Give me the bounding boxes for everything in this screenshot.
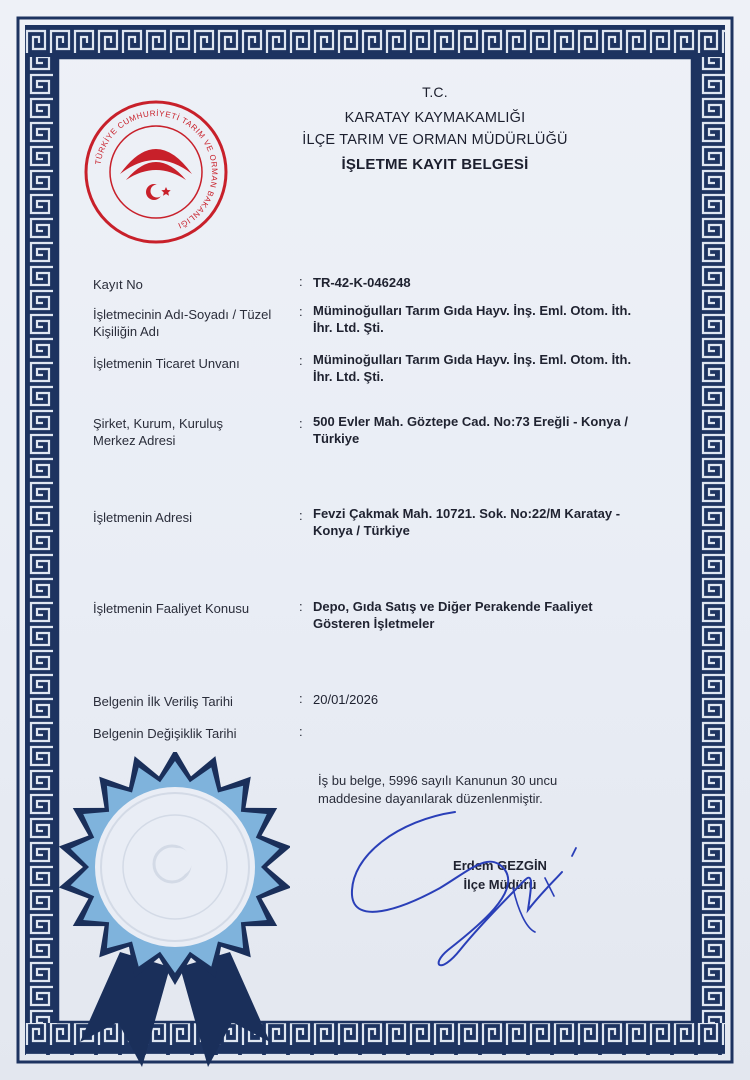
document-title: İŞLETME KAYIT BELGESİ xyxy=(341,156,529,173)
legal-note: İş bu belge, 5996 sayılı Kanunun 30 uncu maddesine dayanılarak düzenlenmiştir. xyxy=(318,773,558,806)
field-value-kayit-no: TR-42-K-046248 xyxy=(313,275,411,290)
field-label-isletme-adresi: İşletmenin Adresi xyxy=(93,510,192,525)
field-colon: : xyxy=(299,599,303,614)
header-kaymakamlik: KARATAY KAYMAKAMLIĞI xyxy=(344,110,526,126)
field-colon: : xyxy=(299,353,303,368)
field-label-kayit-no: Kayıt No xyxy=(93,277,143,292)
emblem-ring-text: TÜRKİYE CUMHURİYETİ TARIM VE ORMAN BAKANLIĞI xyxy=(93,108,220,231)
field-colon: : xyxy=(299,416,303,431)
field-label-degisiklik-tarihi: Belgenin Değişiklik Tarihi xyxy=(93,726,237,741)
field-colon: : xyxy=(299,304,303,319)
field-label-merkez-adresi: Şirket, Kurum, Kuruluş Merkez Adresi xyxy=(93,416,224,448)
header-tc: T.C. xyxy=(422,84,448,100)
field-colon: : xyxy=(299,691,303,706)
field-label-ilk-verilis-tarihi: Belgenin İlk Veriliş Tarihi xyxy=(93,694,233,709)
signatory-name: Erdem GEZGİN xyxy=(453,858,547,873)
field-label-faaliyet-konusu: İşletmenin Faaliyet Konusu xyxy=(93,601,250,616)
field-value-ticaret-unvani: Müminoğulları Tarım Gıda Hayv. İnş. Eml. Otom. İth. İhr. Ltd. Şti. xyxy=(313,352,632,384)
header-mudurluk: İLÇE TARIM VE ORMAN MÜDÜRLÜĞÜ xyxy=(302,132,568,148)
field-value-faaliyet-konusu: Depo, Gıda Satış ve Diğer Perakende Faaliyet Gösteren İşletmeler xyxy=(313,599,593,631)
field-value-isletmeci-adi: Müminoğulları Tarım Gıda Hayv. İnş. Eml. Otom. İth. İhr. Ltd. Şti. xyxy=(313,303,632,335)
field-label-isletmeci-adi: İşletmecinin Adı-Soyadı / Tüzel Kişiliğin Adı xyxy=(93,307,272,339)
field-colon: : xyxy=(299,274,303,289)
signatory-title: İlçe Müdürü xyxy=(463,877,537,892)
field-colon: : xyxy=(299,508,303,523)
field-value-merkez-adresi: 500 Evler Mah. Göztepe Cad. No:73 Ereğli - Konya / Türkiye xyxy=(313,414,628,446)
field-value-ilk-verilis-tarihi: 20/01/2026 xyxy=(313,692,379,707)
field-value-isletme-adresi: Fevzi Çakmak Mah. 10721. Sok. No:22/M Karatay - Konya / Türkiye xyxy=(313,506,621,538)
field-label-ticaret-unvani: İşletmenin Ticaret Unvanı xyxy=(93,356,240,371)
signatory-block xyxy=(420,856,580,894)
field-colon: : xyxy=(299,724,303,739)
